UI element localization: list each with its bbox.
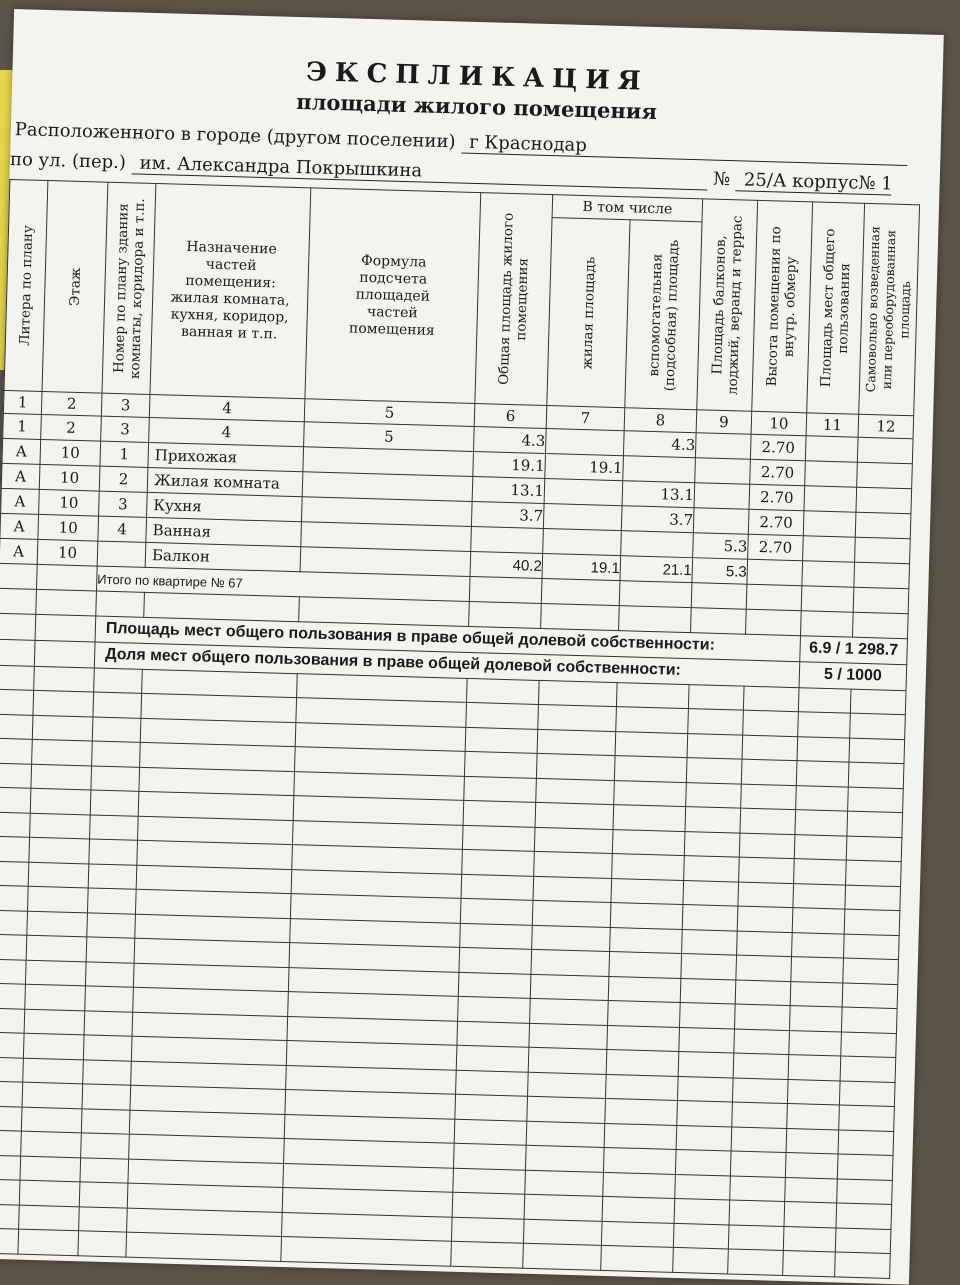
col-header-formula: Формула подсчета площадей частей помещения bbox=[305, 188, 481, 404]
common-share-label: Доля мест общего пользования в праве общей долевой собственности: bbox=[94, 642, 799, 688]
table-row: А 10 1 Прихожая 19.1 19.1 2.70 bbox=[2, 438, 912, 488]
col-header-total: Общая площадь жилого помещения bbox=[475, 193, 553, 406]
document-subtitle: площади жилого помещения bbox=[296, 88, 658, 124]
street-label: по ул. (пер.) bbox=[9, 148, 127, 174]
column-numbers-row: 1 2 3 4 5 6 7 8 9 10 11 12 bbox=[3, 390, 913, 438]
common-area-value: 6.9 / 1 298.7 bbox=[800, 635, 908, 664]
explication-table bbox=[0, 179, 920, 1279]
col-header-purpose: Назначение частей помещения: жилая комната, кухня, коридор, ванная и т.п. bbox=[150, 184, 311, 399]
col-header-auxiliary: вспомогательная (подсобная) площадь bbox=[625, 220, 702, 410]
col-header-living: жилая площадь bbox=[547, 218, 630, 408]
col-header-including: В том числе bbox=[552, 195, 703, 222]
table-row: А 10 2 Жилая комната 13.1 13.1 2.70 bbox=[1, 463, 911, 513]
table-row: А 10 Балкон 40.2 19.1 21.1 5.3 bbox=[0, 538, 910, 588]
number-value: 25/А корпус№ 1 bbox=[736, 169, 893, 195]
city-value: г Краснодар bbox=[461, 132, 907, 166]
col-header-common: Площадь мест общего пользования bbox=[807, 202, 865, 414]
common-share-value: 5 / 1000 bbox=[799, 661, 907, 690]
street-value: им. Александра Покрышкина bbox=[131, 152, 707, 190]
col-header-height: Высота помещения по внутр. обмеру bbox=[752, 200, 813, 412]
city-label: Расположенного в городе (другом поселении) bbox=[14, 119, 456, 153]
col-header-litera: Литера по плану bbox=[4, 179, 48, 391]
document-title: ЭКСПЛИКАЦИЯ bbox=[305, 57, 650, 97]
total-label: Итого по квартире № 67 bbox=[96, 566, 470, 601]
col-header-room-no: Номер по плану здания комнаты, коридора и т.п. bbox=[102, 182, 156, 394]
empty-rows bbox=[0, 665, 906, 1278]
col-header-floor: Этаж bbox=[42, 181, 108, 394]
table-row: А 10 4 Ванная 5.3 2.70 bbox=[0, 513, 910, 563]
table-row: 1 2 3 4 5 4.3 4.3 2.70 bbox=[3, 413, 913, 463]
col-header-balcony: Площадь балконов, лоджий, веранд и террас bbox=[697, 199, 758, 411]
col-header-illegal: Самовольно возведенная или переоборудованная площадь bbox=[859, 203, 920, 415]
table-row: А 10 3 Кухня 3.7 3.7 2.70 bbox=[1, 488, 911, 538]
document-page bbox=[0, 9, 944, 1284]
common-area-label: Площадь мест общего пользования в праве общей долевой собственности: bbox=[95, 616, 800, 662]
number-label: № bbox=[712, 168, 731, 191]
